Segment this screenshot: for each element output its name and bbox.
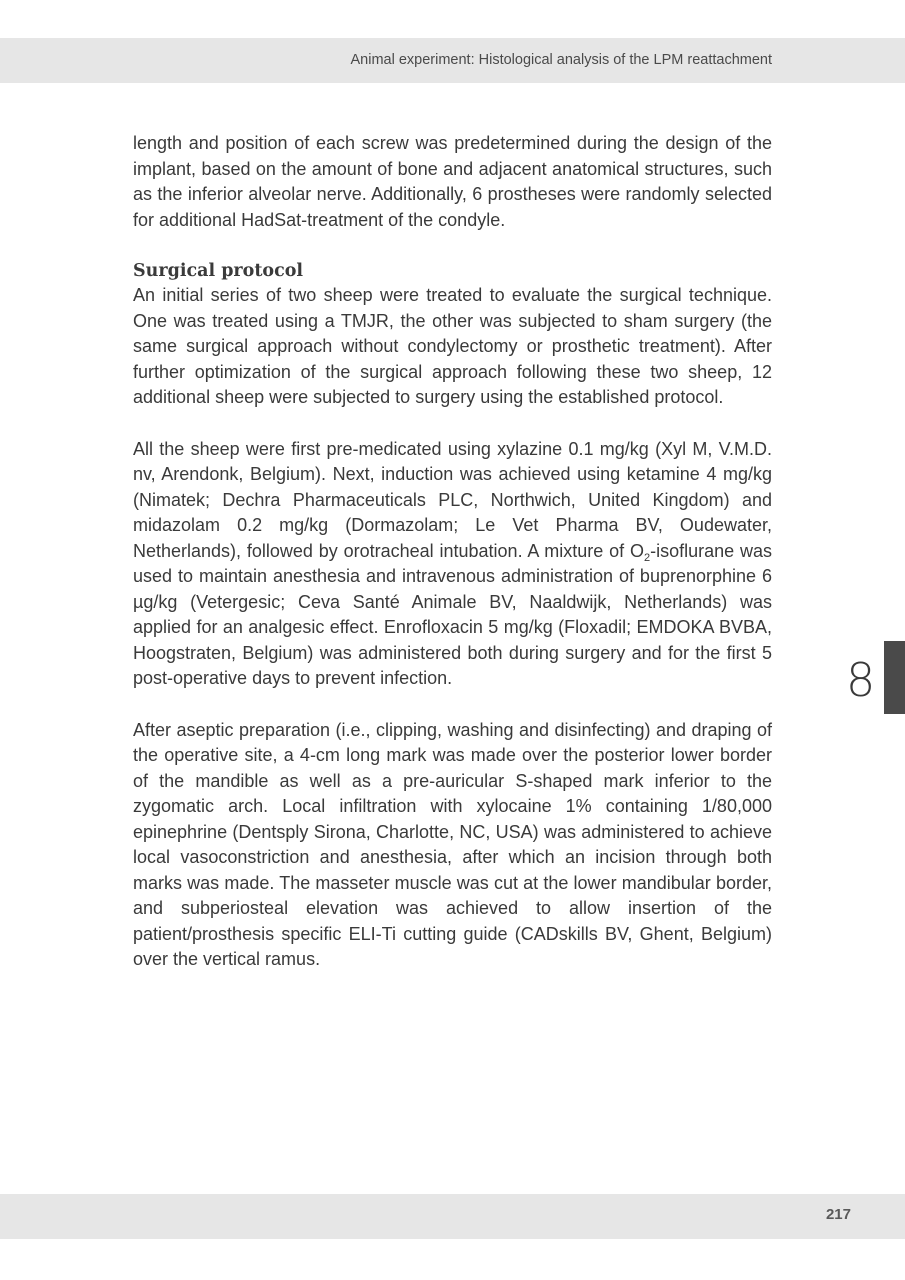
running-title: Animal experiment: Histological analysis of the LPM reattachment [350, 52, 772, 68]
chapter-tab-marker [884, 641, 905, 714]
paragraph-intro: length and position of each screw was predetermined during the design of the implant, based on the amount of bone and adjacent anatomical structures, such as the inferior alveolar nerve. Additionally, 6 prostheses were randomly selected for additional HadSat-treatment of the condyle. [133, 133, 772, 230]
running-header [0, 38, 905, 83]
paragraph-surgical-1: An initial series of two sheep were treated to evaluate the surgical technique. One was treated using a TMJR, the other was subjected to sham surgery (the same surgical approach without condylectomy or prosthetic treatment). After further optimization of the surgical approach following these two sheep, 12 additional sheep were subjected to surgery using the established protocol. [133, 285, 772, 407]
paragraph-surgical-2-part1: All the sheep were first pre-medicated using xylazine 0.1 mg/kg (Xyl M, V.M.D. nv, Arendonk, Belgium). Next, induction was achieved using ketamine 4 mg/kg (Nimatek; Dechra Pharmaceuticals PLC, Northwich, United Kingdom) and midazolam 0.2 mg/kg (Dormazolam; Le Vet Pharma BV, Oudewater, Netherlands), followed by orotracheal intubation. A mixture of O [133, 438, 772, 561]
page-body [133, 131, 772, 973]
page-number: 217 [825, 1206, 851, 1223]
footer-band [0, 1194, 905, 1239]
chapter-number: 8 [846, 653, 876, 707]
paragraph-surgical-2-part2: -isoflurane was used to maintain anesthesia and intravenous administration of buprenorphine 6 µg/kg (Vetergesic; Ceva Santé Animale BV, Naaldwijk, Netherlands) was applied for an analgesic effect. Enrofloxacin 5 mg/kg (Floxadil; EMDOKA BVBA, Hoogstraten, Belgium) was administered both during surgery and for the first 5 post-operative days to prevent infection. [133, 540, 772, 688]
subscript-2: 2 [643, 551, 651, 564]
paragraph-surgical-3: After aseptic preparation (i.e., clipping, washing and disinfecting) and draping of the operative site, a 4-cm long mark was made over the posterior lower border of the mandible as well as a pre-auricular S-shaped mark inferior to the zygomatic arch. Local infiltration with xylocaine 1% containing 1/80,000 epinephrine (Dentsply Sirona, Charlotte, NC, USA) was administered to achieve local vasoconstriction and anesthesia, after which an incision through both marks was made. The masseter muscle was cut at the lower mandibular border, and subperiosteal elevation was achieved to allow insertion of the patient/prosthesis specific ELI-Ti cutting guide (CADskills BV, Ghent, Belgium) over the vertical ramus. [133, 719, 772, 969]
section-heading: Surgical protocol [133, 261, 304, 281]
paragraph-surgical-2 [133, 437, 772, 692]
